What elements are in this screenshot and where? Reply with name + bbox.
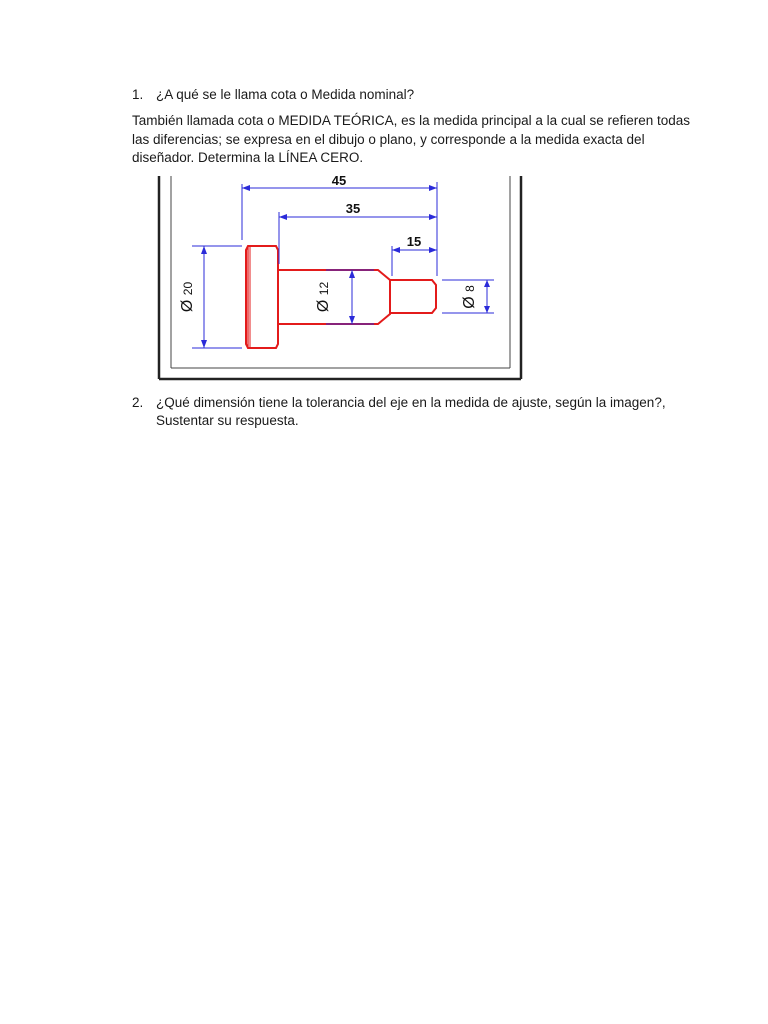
shaft-drawing bbox=[156, 174, 524, 382]
diameter-symbol: Ø bbox=[315, 299, 332, 313]
diameter-20-annotation bbox=[179, 282, 196, 313]
dimension-15-label: 15 bbox=[406, 234, 422, 249]
diameter-20-label: 20 bbox=[181, 281, 195, 296]
diameter-8-annotation bbox=[461, 285, 478, 309]
question-1-number: 1. bbox=[132, 87, 144, 102]
svg-text:Ø 20 bbox=[179, 282, 196, 313]
question-2-number: 2. bbox=[132, 395, 144, 410]
answer-1-line: las diferencias; se expresa en el dibujo o plano, y corresponde a la medida exacta del bbox=[132, 131, 645, 147]
diameter-symbol: Ø bbox=[461, 296, 478, 309]
svg-text:Ø 8 bbox=[461, 285, 478, 309]
question-1 bbox=[0, 86, 768, 104]
diameter-12-annotation bbox=[315, 282, 332, 313]
question-1-text: ¿A qué se le llama cota o Medida nominal? bbox=[156, 87, 415, 102]
dimension-35-label: 35 bbox=[345, 201, 361, 216]
svg-text:Ø 12 bbox=[315, 282, 332, 313]
question-2-line: Sustentar su respuesta. bbox=[156, 413, 299, 428]
question-2-line: ¿Qué dimensión tiene la tolerancia del eje en la medida de ajuste, según la imagen?, bbox=[156, 395, 666, 410]
diameter-8-label: 8 bbox=[463, 285, 477, 292]
answer-1-paragraph bbox=[132, 112, 691, 168]
shaft-drawing-svg bbox=[156, 174, 524, 382]
question-2 bbox=[0, 394, 768, 432]
answer-1-line: diseñador. Determina la LÍNEA CERO. bbox=[132, 150, 364, 165]
diameter-12-label: 12 bbox=[317, 281, 331, 296]
drawing-frame bbox=[156, 174, 524, 382]
diameter-symbol: Ø bbox=[179, 299, 196, 313]
dimension-45-label: 45 bbox=[331, 174, 347, 188]
answer-1-line: También llamada cota o MEDIDA TEÓRICA, es la medida principal a la cual se refieren todas bbox=[132, 113, 691, 128]
